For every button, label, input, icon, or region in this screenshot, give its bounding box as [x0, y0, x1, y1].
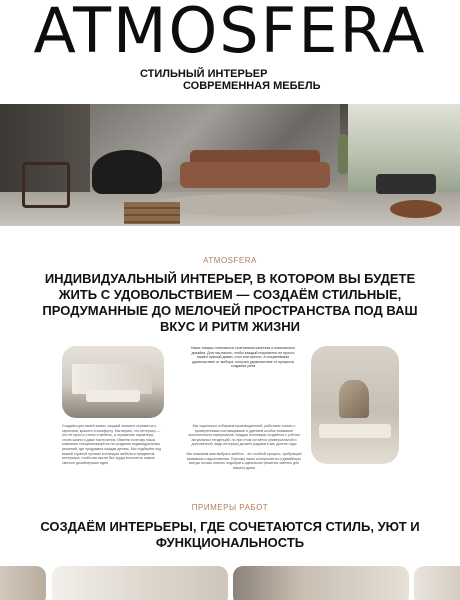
gallery-photo[interactable] — [0, 566, 46, 600]
gallery-photo[interactable] — [233, 566, 409, 600]
interior-photo-right — [311, 346, 399, 464]
about-text-middle-1: Мы тщательно отбираем производителей, работаем только с проверенными поставщиками и уделяем особое внимание экологичности материалов. Каждая коллекция создаётся с учётом актуальных тенденций, но при этом остаётся универсальной и долговечной, ведь интерьер должен радовать вас долгие годы — [188, 424, 300, 447]
gallery-photo[interactable] — [414, 566, 460, 600]
hero-image — [0, 104, 460, 226]
hero-logs — [124, 202, 180, 224]
photo-right-bench — [319, 424, 391, 438]
about-headline: ИНДИВИДУАЛЬНЫЙ ИНТЕРЬЕР, В КОТОРОМ ВЫ БУДЕТЕ ЖИТЬ С УДОВОЛЬСТВИЕМ — СОЗДАЁМ СТИЛЬНЫЕ, ПРОДУМАННЫЕ ДО МЕЛОЧЕЙ ПРОСТРАНСТВА ПОД ВАШ ВКУС И РИТМ ЖИЗНИ — [42, 271, 418, 334]
tagline-line-2: СОВРЕМЕННАЯ МЕБЕЛЬ — [183, 80, 321, 92]
works-headline: СОЗДАЁМ ИНТЕРЬЕРЫ, ГДЕ СОЧЕТАЮТСЯ СТИЛЬ, УЮТ И ФУНКЦИОНАЛЬНОСТЬ — [40, 519, 420, 550]
tagline-line-1: СТИЛЬНЫЙ ИНТЕРЬЕР — [140, 68, 268, 80]
hero-sofa — [180, 162, 330, 188]
hero-pouf — [390, 200, 442, 218]
gallery-photo[interactable] — [52, 566, 228, 600]
hero-fireplace — [92, 150, 162, 194]
about-text-top: Наши товары отличаются сочетанием качества и изысканного дизайна. Для нас важно, чтобы каждый покупатель не просто нашёл нужный диван, стол или кресло, а почувствовал удовольствие от выбора, получил удовольствие от процесса создания уюта — [190, 346, 296, 369]
hero-lounge-chair — [376, 174, 436, 194]
works-kicker: ПРИМЕРЫ РАБОТ — [191, 503, 269, 512]
photo-right-artwork — [339, 380, 369, 418]
about-kicker: ATMOSFERA — [203, 256, 257, 265]
interior-photo-left — [62, 346, 164, 418]
hero-cactus — [338, 134, 348, 174]
about-text-left: Создаём для своей жизни, каждый элемент стремится к гармонии, красоте и комфорту. Мы верим, что интерьер — это не просто стены и мебель, а отражение характера, стиля жизни и даже настроения. Именно поэтому наша компания специализируется на создании индивидуальных решений, где продумана каждая деталь. Мы подберём под вашей страной лучшие коллекции мебели и предметов интерьера, чтобы вы могли без труда воплотить самые смелые дизайнерские идеи — [62, 424, 161, 465]
hero-chair — [22, 162, 70, 208]
about-text-middle-2: Мы поможем вам выбрать мебель - это особый процесс, требующий внимания и вдохновения. Поэтому наши консультанты и дизайнеры всегда готовы помочь подобрать идеальное решение именно для вашего дома — [186, 452, 302, 470]
photo-left-sofa — [86, 390, 140, 402]
brand-logo[interactable]: ATMOSFERA — [33, 0, 427, 67]
works-gallery — [0, 566, 460, 600]
hero-tagline — [0, 68, 460, 92]
